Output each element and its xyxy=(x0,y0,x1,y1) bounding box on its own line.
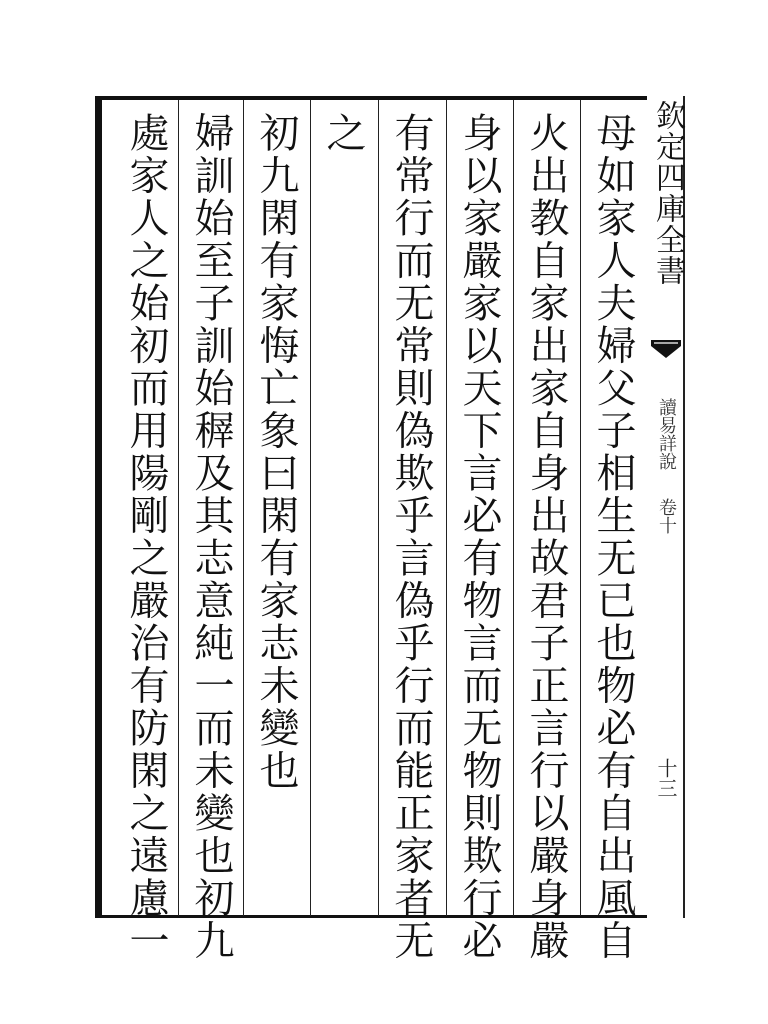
column-rule xyxy=(378,100,379,916)
margin-volume: 卷十 xyxy=(656,498,677,534)
column-rule xyxy=(310,100,311,916)
margin-book-title: 讀易詳說 xyxy=(656,398,677,470)
column-rule xyxy=(243,100,244,916)
text-column-6: 初九閑有家悔亡象曰閑有家志未變也 xyxy=(253,112,299,792)
column-rule xyxy=(178,100,179,916)
text-column-5: 之 xyxy=(320,112,366,155)
text-column-3: 身以家嚴家以天下言必有物言而无物則欺行必 xyxy=(456,112,502,962)
text-column-1: 母如家人夫婦父子相生无已也物必有自出風自 xyxy=(590,112,636,962)
column-rule xyxy=(446,100,447,916)
fish-tail-icon xyxy=(650,338,682,362)
column-rule xyxy=(513,100,514,916)
margin-title: 欽定四庫全書 xyxy=(650,100,685,286)
text-column-8: 處家人之始初而用陽剛之嚴治有防閑之遠慮一 xyxy=(123,112,169,962)
text-column-2: 火出教自家出家自身出故君子正言行以嚴身嚴 xyxy=(523,112,569,962)
column-rule xyxy=(580,100,581,916)
text-column-4: 有常行而无常則偽欺乎言偽乎行而能正家者无 xyxy=(388,112,434,962)
margin-page-number: 十三 xyxy=(654,758,678,798)
text-column-7: 婦訓始至子訓始稺及其志意純一而未變也初九 xyxy=(188,112,234,962)
